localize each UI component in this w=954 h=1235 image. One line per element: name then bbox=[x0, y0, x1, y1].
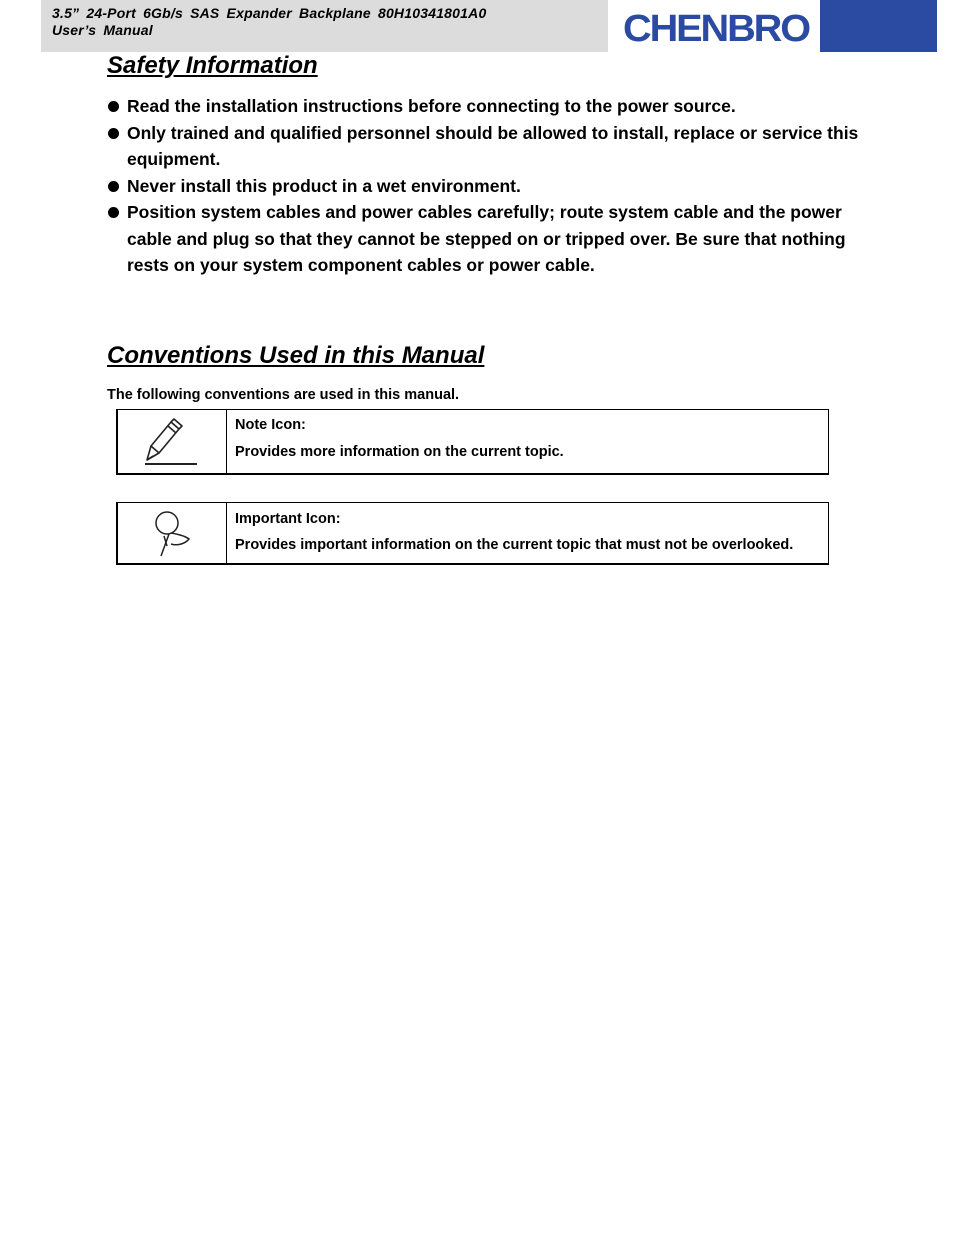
bullet-icon bbox=[108, 101, 119, 112]
safety-list bbox=[107, 93, 867, 279]
list-item-text: Never install this product in a wet environment. bbox=[127, 175, 521, 196]
safety-heading: Safety Information bbox=[107, 52, 318, 79]
pencil-icon bbox=[141, 416, 203, 468]
bullet-icon bbox=[108, 181, 119, 192]
list-item bbox=[107, 93, 867, 120]
important-description: Provides important information on the current topic that must not be overlooked. bbox=[235, 537, 794, 553]
list-item bbox=[107, 173, 867, 200]
list-item-text: Position system cables and power cables carefully; route system cable and the power cable and plug so that they cannot be stepped on or tripped over. Be sure that nothing rests on your system component cables or power cable. bbox=[127, 202, 846, 275]
chenbro-logo bbox=[620, 6, 812, 48]
list-item-text: Read the installation instructions before connecting to the power source. bbox=[127, 96, 736, 116]
important-label: Important Icon: bbox=[235, 511, 341, 527]
list-item bbox=[107, 120, 867, 173]
document-title-line2: User’s Manual bbox=[52, 22, 153, 38]
important-convention-row bbox=[116, 502, 829, 565]
note-label: Note Icon: bbox=[235, 417, 306, 433]
note-description: Provides more information on the current topic. bbox=[235, 444, 564, 460]
conventions-heading: Conventions Used in this Manual bbox=[107, 342, 485, 369]
list-item bbox=[107, 199, 867, 279]
conventions-intro: The following conventions are used in this manual. bbox=[107, 387, 460, 403]
note-text-cell bbox=[227, 410, 828, 473]
list-item-text: Only trained and qualified personnel should be allowed to install, replace or service this equipment. bbox=[127, 122, 859, 169]
document-title-line1: 3.5” 24-Port 6Gb/s SAS Expander Backplane 80H10341801A0 bbox=[52, 5, 487, 21]
pushpin-icon bbox=[147, 506, 197, 560]
note-icon-cell bbox=[118, 410, 227, 473]
important-icon-cell bbox=[118, 503, 227, 563]
document-title bbox=[52, 5, 486, 39]
logo-wordmark: CHENBRO bbox=[623, 8, 810, 48]
note-convention-row bbox=[116, 409, 829, 475]
important-text-cell bbox=[227, 503, 828, 563]
bullet-icon bbox=[108, 128, 119, 139]
header-accent-block bbox=[820, 0, 937, 52]
bullet-icon bbox=[108, 207, 119, 218]
